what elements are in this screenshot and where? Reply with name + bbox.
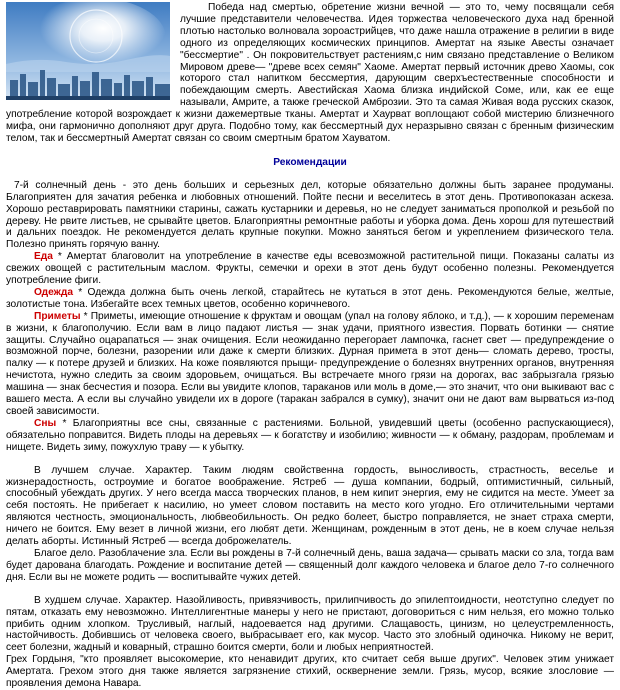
clothes-paragraph xyxy=(6,287,614,311)
intro-paragraph: Победа над смертью, обретение жизни вечной — это то, чему посвящали себя лучшие представители человечества. Идея торжества человеческого духа над бренной плотью настолько волновала зороастрийцев, что даже нашла отражение в религии в виде одного из определяющих космических принципов. Амертат на языке Авесты означает "бессмертие" . Он покровительствует растениям,с ним связано представление о Великом Мировом древе— "древе всех семян" Хаоме. Амертат первый источник древо Хаомы, сок которого стал напитком бессмертия, дарующим сверхъестественные способности и побеждающим смерть. Авестийская Хаома близка индийской Соме, или, как ее еще называли, Амрите, а также греческой Амброзии. Это та самая Живая вода русских сказок, употребление которой возрождает к жизни дажемертвые тканы. Амертат и Хаурват воплощают собой мистерию близнечного мифа, они гармонично дополняют друг друга. Подобно тому, как бессмертный дух неразрывно связан с бренным физическим телом, так и бессмертный Амертат связан со своим смертным братом Хауватом. xyxy=(6,2,614,144)
food-paragraph xyxy=(6,251,614,287)
omens-label: Приметы xyxy=(34,310,81,322)
food-label: Еда xyxy=(34,251,53,263)
dreams-paragraph xyxy=(6,418,614,454)
best-case-paragraph: В лучшем случае. Характер. Таким людям свойственна гордость, выносливость, страстность, веселье и жизнерадостность, остроумие и богатое воображение. Ястреб — душа компании, бодрый, оптимистичный, сильный, способный убеждать других. У него всегда масса творческих планов, в нем кипит энергия, ему не сидится на месте. Умеет за себя постоять. Не прибегает к насилию, но умеет словом поставить на место кого угодно. Его отличительными чертами являются честность, эмоциональность, любвеобильность. Он редко болеет, быстро поправляется, не знает страха смерти, ничего не боится. Ему везет в личной жизни, его любят дети. Женщинам, рожденным в этот день, не в коем случае нельзя делать аборты. Истинный Ястреб — всегда доброжелатель. xyxy=(6,464,614,548)
clothes-label: Одежда xyxy=(34,286,74,298)
good-deed-paragraph: Благое дело. Разоблачение зла. Если вы рождены в 7-й солнечный день, ваша задача— срывать маски со зла, тогда вам будет дарована благодать. Рождение и воспитание детей — священный долг каждого человека и благое дело 7-го солнечного дня. Если вы не можете родить — воспитывайте чужих детей. xyxy=(6,547,614,583)
food-text: * Амертат благоволит на употребление в качестве еды всевозможной растительной пищи. Показаны салаты из свежих овощей с растительным маслом. Фрукты, семечки и орехи в этот день будут особенно полезны. Рекомендуется употребление фиги. xyxy=(6,251,614,287)
recommendations-heading: Рекомендации xyxy=(273,156,347,168)
dreams-label: Сны xyxy=(34,417,57,429)
dreams-text: * Благоприятны все сны, связанные с растениями. Больной, увидевший цветы (особенно распускающиеся), обязательно поправится. Видеть плоды на деревьях — к богатству и изобилию; живности — к обману, раздорам, проблемам и нищете. Видеть зиму, пожухлую траву — к убытку. xyxy=(6,417,614,453)
omens-paragraph xyxy=(6,311,614,418)
sin-paragraph: Грех Гордыня, "кто проявляет высокомерие, кто ненавидит других, кто считает себя выше других". Человек этим унижает Амертата. Грехом этого дня также является загрязнение стихий, осквернение земли. Грязь, мусор, всякие злословие — проявления демона Навара. xyxy=(6,654,614,690)
worst-case-paragraph: В худшем случае. Характер. Назойливость, привязчивость, прилипчивость до эпилептоидности, неотступно следует по пятам, отказать ему невозможно. Интеллигентные манеры у него не пристают, договориться с ним нельзя, его можно только прибить одним хлопком. Трусливый, наглый, надоевается над другими. Слащавость, цинизм, но целеустремленность, настойчивость. Добившись от человека своего, выбрасывает его, как мусор. Часто это злобный одиночка. Никому не верит, сеет болезни, жадный и коварный, страшно боится смерти, боли и любых неприятностей. xyxy=(6,594,614,654)
omens-text: * Приметы, имеющие отношение к фруктам и овощам (упал на голову яблоко, и т.д.), — к хорошим переменам в жизни, к благополучию. Если вам в лицо падают листья — знак удачи, приятного известия. Порвать ботинки — снятие защиты. Случайно оцарапаться — знак очищения. Если неожиданно перегорает лампочка, гаснет свет — предупреждение о возможной порче, болезни, разорении или даже к смерти близких. Дурная примета в этот день— сломать дерево, тросты, палку — к потере друзей и близких. На коже появляются прыщи- предупреждение о болезнях внутренних органов, внутренняя нечистота, нужно следить за своим здоровьем, очищаться. Вы встречаете много грязи на дорогах, вас забрызгала грязью машина — знак бесчестия и позора. Если вы увидите клопов, тараканов или моль в доме,— это значит, что они выкивают вас с вашего места. А если вы случайно увидели их в дороге (таракан забрался в сумку), значит они не дают вам вырваться из-под своей зависимости. xyxy=(6,310,614,417)
sky-city-illustration xyxy=(6,2,170,100)
clothes-text: * Одежда должна быть очень легкой, старайтесь не кутаться в этот день. Рекомендуются белые, желтые, золотистые тона. Избегайте всех темных цветов, особенно коричневого. xyxy=(6,286,614,310)
recommendations-paragraph: 7-й солнечный день - это день больших и серьезных дел, которые обязательно должны быть заранее продуманы. Благоприятен для зачатия ребенка и любовных отношений. Пойте песни и веселитесь в этот день. Противопоказан аскеза. Хорошо реставрировать памятники старины, сажать кустарники и деревья, но не следует заниматься прополкой и резьбой по дереву. Не рвите листьев, не срывайте цветов. Благоприятны ремонтные работы и уборка дома. День хорош для путешествий и дальних поездок. Не рекомендуется делать крупные покупки. Можно заняться бегом и укреплением физического тела. Полезно принять горячую ванну. xyxy=(6,179,614,251)
